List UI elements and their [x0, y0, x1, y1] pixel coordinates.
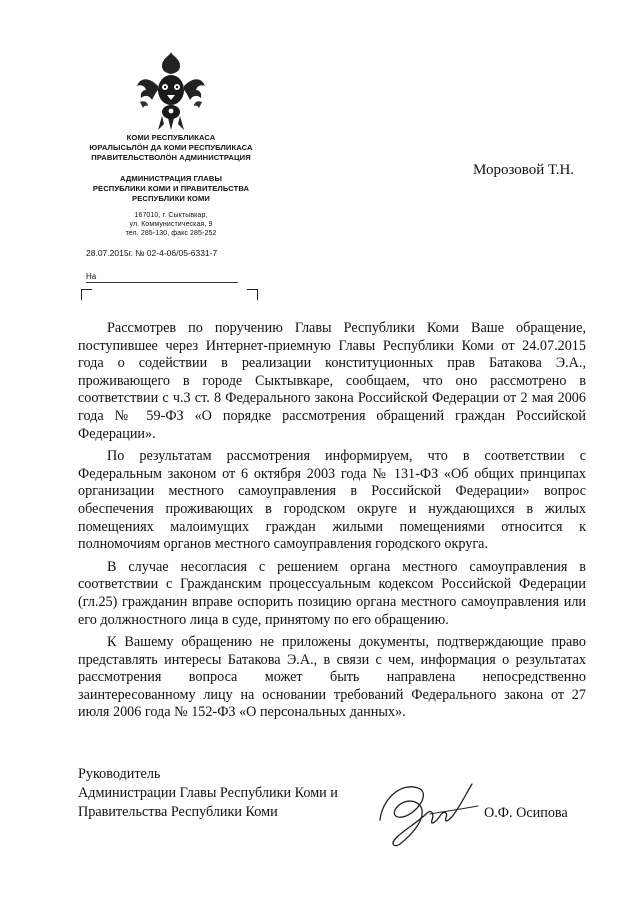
signatory-title-line: Администрации Главы Республики Коми и [78, 785, 338, 801]
recipient-name: Морозовой Т.Н. [473, 162, 575, 178]
admin-name-line: РЕСПУБЛИКИ КОМИ И ПРАВИТЕЛЬСТВА [92, 184, 250, 194]
signatory-title-line: Правительства Республики Коми [78, 804, 278, 820]
address-line: тел. 285-130, факс 285-252 [125, 229, 217, 237]
admin-name-line: АДМИНИСТРАЦИЯ ГЛАВЫ [119, 174, 223, 184]
body-paragraph: В случае несогласия с решением органа местного самоуправления в соответствии с Гражданским процессуальным кодексом Российской Федерации (гл.25) гражданин вправе оспорить позицию органа местного самоуправления или его должностного лица в суде, принятому по его обращению. [78, 558, 586, 628]
org-name-line: КОМИ РЕСПУБЛИКАСА [126, 133, 216, 142]
address-field-corner-right [247, 289, 258, 300]
address-line: 167010, г. Сыктывкар, [134, 211, 208, 219]
reply-reference-field: На [86, 272, 238, 283]
handwritten-signature [360, 770, 490, 852]
signatory-title [78, 765, 378, 822]
address-field-corner-left [81, 289, 92, 300]
admin-name-line: РЕСПУБЛИКИ КОМИ [132, 193, 210, 203]
org-name-line: ЮРАЛЫСЬЛӦН ДА КОМИ РЕСПУБЛИКАСА [89, 142, 253, 152]
registration-number: 28.07.2015г. № 02-4-06/05-6331-7 [86, 248, 218, 258]
organization-header [60, 133, 282, 238]
body-paragraph: К Вашему обращению не приложены документы, подтверждающие право представлять интересы Батакова Э.А., в связи с чем, информация о результатах рассмотрения вопроса может быть направлена непосредственно заинтересованному лицу на основании требований Федерального закона от 27 июля 2006 года № 152-ФЗ «О персональных данных». [78, 634, 586, 721]
komi-coat-of-arms-emblem [134, 50, 208, 132]
address-line: ул. Коммунистическая, 9 [129, 220, 213, 228]
signatory-title-line: Руководитель [78, 766, 161, 782]
letter-body [78, 320, 586, 727]
body-paragraph: По результатам рассмотрения информируем, что в соответствии с Федеральным законом от 6 октября 2003 года № 131-ФЗ «Об общих принципах организации местного самоуправления в Российской Федерации» вопрос обеспечения проживающих в городском округе и нуждающихся в жилых помещениях малоимущих граждан жилыми помещениями относится к полномочиям органов местного самоуправления городского округа. [78, 448, 586, 553]
signer-name: О.Ф. Осипова [484, 805, 568, 821]
body-paragraph: Рассмотрев по поручению Главы Республики Коми Ваше обращение, поступившее через Интернет-приемную Главы Республики Коми от 24.07.2015 года о содействии в реализации конституционных прав Батакова Э.А., проживающего в городе Сыктывкаре, сообщаем, что оно рассмотрено в соответствии с ч.3 ст. 8 Федерального закона Российской Федерации от 2 мая 2006 года № 59-ФЗ «О порядке рассмотрения обращений граждан Российской Федерации». [78, 320, 586, 442]
org-name-line: ПРАВИТЕЛЬСТВОЛӦН АДМИНИСТРАЦИЯ [91, 152, 251, 162]
org-address [60, 211, 282, 238]
